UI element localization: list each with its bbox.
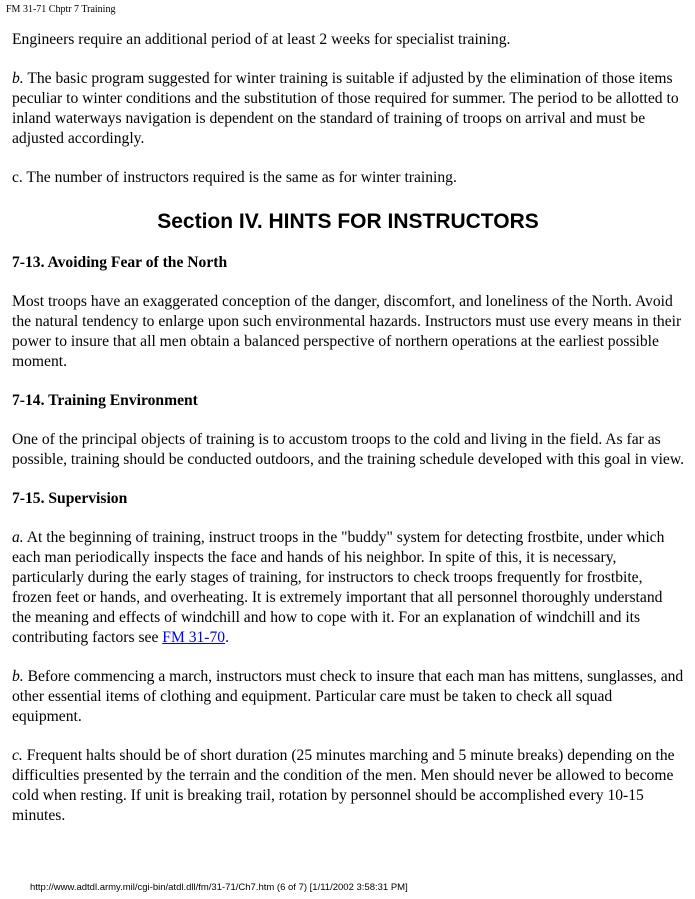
supervision-c-letter: c. bbox=[12, 747, 23, 764]
paragraph-7-14: One of the principal objects of training is to accustom troops to the cold and living in the field. As far as possible, training should be conducted outdoors, and the training schedule developed with this goal in view. bbox=[12, 431, 684, 468]
paragraph-b bbox=[12, 69, 684, 149]
supervision-b-letter: b. bbox=[12, 668, 24, 685]
heading-7-14: 7-14. Training Environment bbox=[12, 392, 198, 409]
supervision-a-letter: a. bbox=[12, 529, 24, 546]
paragraph-c: c. The number of instructors required is the same as for winter training. bbox=[12, 169, 457, 186]
document-body bbox=[12, 30, 684, 845]
paragraph-engineers: Engineers require an additional period of at least 2 weeks for specialist training. bbox=[12, 31, 511, 48]
paragraph-7-13: Most troops have an exaggerated conception of the danger, discomfort, and loneliness of the North. Avoid the natural tendency to enlarge upon such environmental hazards. Instructors must use every means in their power to insure that all men obtain a balanced perspective of northern operations at the earliest possible moment. bbox=[12, 293, 682, 370]
section-title: Section IV. HINTS FOR INSTRUCTORS bbox=[157, 210, 539, 233]
supervision-a bbox=[12, 528, 684, 648]
supervision-b-text: Before commencing a march, instructors must check to insure that each man has mittens, sunglasses, and other essential items of clothing and equipment. Particular care must be taken to check all squad equipment. bbox=[12, 668, 684, 725]
page-header: FM 31-71 Chptr 7 Training bbox=[6, 4, 116, 15]
heading-7-13: 7-13. Avoiding Fear of the North bbox=[12, 254, 228, 271]
supervision-c-text: Frequent halts should be of short duration (25 minutes marching and 5 minute breaks) depending on the difficulties presented by the terrain and the condition of the men. Men should never be allowed to become cold when resting. If unit is breaking trail, rotation by personnel should be accomplished every 10-15 minutes. bbox=[12, 747, 675, 824]
supervision-a-end: . bbox=[225, 629, 229, 646]
supervision-c bbox=[12, 746, 684, 826]
heading-7-15: 7-15. Supervision bbox=[12, 490, 128, 507]
page-footer-url: http://www.adtdl.army.mil/cgi-bin/atdl.dll/fm/31-71/Ch7.htm (6 of 7) [1/11/2002 3:58:31 PM] bbox=[30, 882, 408, 893]
paragraph-b-letter: b. bbox=[12, 70, 24, 87]
supervision-b bbox=[12, 667, 684, 727]
paragraph-b-text: The basic program suggested for winter training is suitable if adjusted by the elimination of those items peculiar to winter conditions and the substitution of those required for summer. The period to be allotted to inland waterways navigation is dependent on the standard of training of troops on arrival and must be adjusted accordingly. bbox=[12, 70, 679, 147]
supervision-a-text: At the beginning of training, instruct troops in the "buddy" system for detecting frostbite, under which each man periodically inspects the face and hands of his neighbor. In spite of this, it is necessary, particularly during the early stages of training, for instructors to check troops frequently for frostbite, frozen feet or hands, and overheating. It is extremely important that all personnel thoroughly understand the meaning and effects of windchill and how to cope with it. For an explanation of windchill and its contributing factors see bbox=[12, 529, 665, 646]
fm-31-70-link[interactable]: FM 31-70 bbox=[162, 629, 226, 646]
